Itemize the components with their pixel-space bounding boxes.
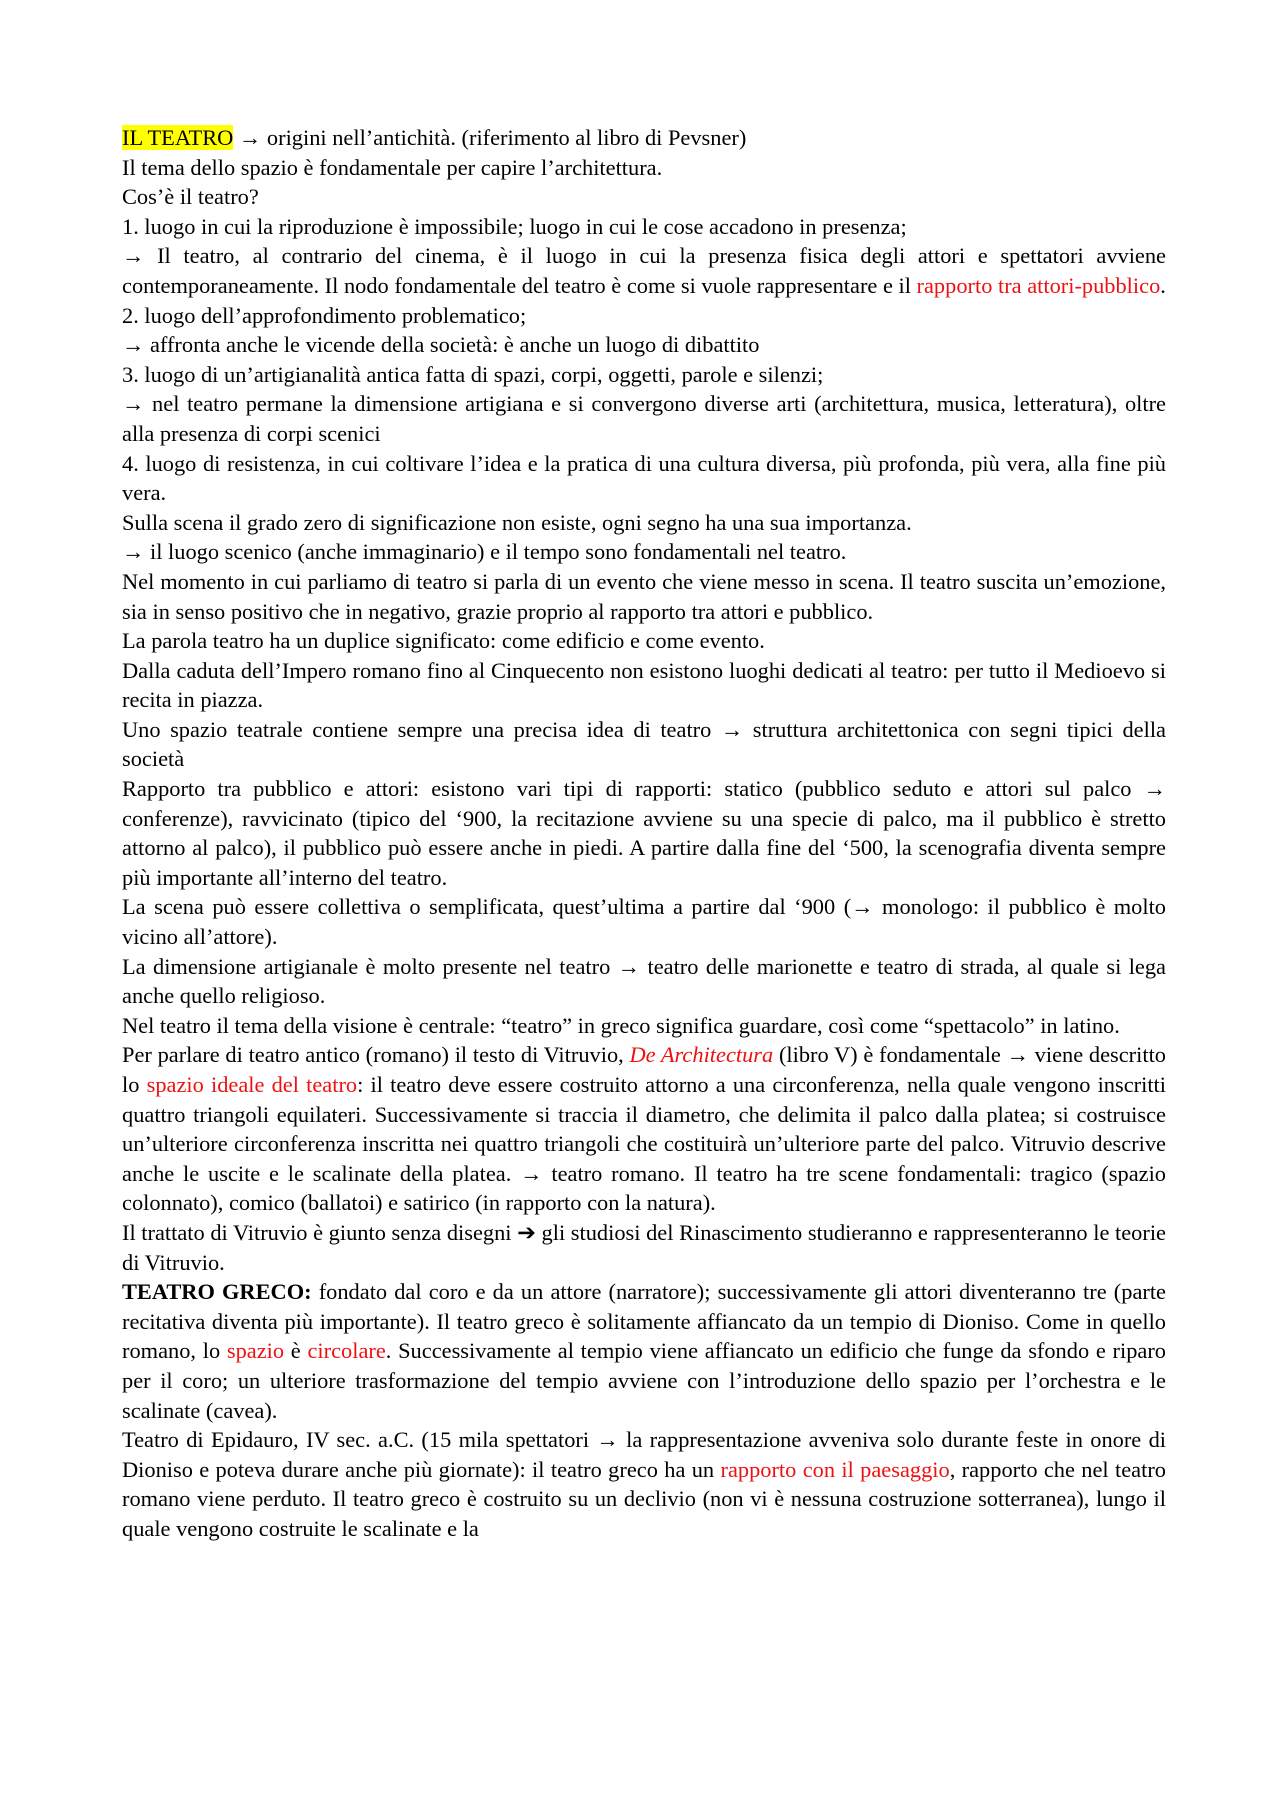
paragraph <box>122 1277 1166 1425</box>
paragraph <box>122 1218 1166 1277</box>
paragraph <box>122 1425 1166 1543</box>
red-text: rapporto tra attori-pubblico <box>916 272 1161 298</box>
red-text: spazio ideale del teatro <box>146 1072 358 1097</box>
highlighted-title: IL TEATRO <box>122 125 234 150</box>
paragraph: La dimensione artigianale è molto presente nel teatro → teatro delle marionette e teatro di strada, al quale si lega anche quello religioso. <box>122 953 1166 1009</box>
paragraph: Il tema dello spazio è fondamentale per capire l’architettura. <box>122 154 663 180</box>
list-item: 3. luogo di un’artigianalità antica fatta di spazi, corpi, oggetti, parole e silenzi; <box>122 361 824 387</box>
list-item: 1. luogo in cui la riproduzione è impossibile; luogo in cui le cose accadono in presenza; <box>122 213 907 239</box>
paragraph: Nel teatro il tema della visione è centrale: “teatro” in greco significa guardare, così come “spettacolo” in latino. <box>122 1012 1120 1038</box>
paragraph: La scena può essere collettiva o semplificata, quest’ultima a partire dal ‘900 (→ monologo: il pubblico è molto vicino all’attore). <box>122 894 1166 950</box>
text-run: (libro V) è fondamentale → viene descritto lo <box>122 1042 1166 1097</box>
paragraph: Nel momento in cui parliamo di teatro si parla di un evento che viene messo in scena. Il teatro suscita un’emozione, sia in senso positivo che in negativo, grazie proprio al rapporto tra attori e pubblico. <box>122 568 1166 624</box>
paragraph: Rapporto tra pubblico e attori: esistono vari tipi di rapporti: statico (pubblico seduto e attori sul palco → conferenze), ravvicinato (tipico del ‘900, la recitazione avviene su una specie di palco, ma il pubblico è stretto attorno al palco), il pubblico può essere anche in piedi. A partire dalla fine del ‘500, la scenografia diventa sempre più importante all’interno del teatro. <box>122 776 1166 890</box>
title-line <box>122 123 1166 153</box>
text-run: fondato dal coro e da un attore (narratore); successivamente gli attori diventeranno tre (parte recitativa diventa più importante). Il teatro greco è solitamente affiancato da un tempio di Dioniso. Come in quello romano, lo <box>122 1279 1166 1364</box>
paragraph: → il luogo scenico (anche immaginario) e il tempo sono fondamentali nel teatro. <box>122 539 847 565</box>
text-run: : il teatro deve essere costruito attorno a una circonferenza, nella quale vengono inscritti quattro triangoli equilateri. Successivamente si traccia il diametro, che delimita il palco dalla platea; si costruisce un’ulteriore circonferenza inscritta nei quattro triangoli che costituirà un’ulteriore parte del palco. Vitruvio descrive anche le uscite e le scalinate della platea. → teatro romano. Il teatro ha tre scene fondamentali: tragico (spazio colonnato), comico (ballatoi) e satirico (in rapporto con la natura). <box>122 1072 1166 1216</box>
paragraph: Cos’è il teatro? <box>122 184 259 210</box>
red-text: rapporto con il paesaggio <box>720 1456 950 1482</box>
list-item: 2. luogo dell’approfondimento problematico; <box>122 302 527 328</box>
paragraph: Sulla scena il grado zero di significazione non esiste, ogni segno ha una sua importanza. <box>122 509 912 535</box>
red-italic-text: De Architectura <box>629 1042 774 1068</box>
paragraph: → affronta anche le vicende della società: è anche un luogo di dibattito <box>122 332 760 358</box>
text-run: , rapporto che nel teatro romano viene perduto. Il teatro greco è costruito su un declivio (non vi è nessuna costruzione sotterranea), lungo il quale vengono costruite le scalinate e la <box>122 1456 1166 1541</box>
text-run: Il trattato di Vitruvio è giunto senza disegni <box>122 1219 518 1245</box>
paragraph <box>122 1040 1166 1218</box>
list-item: 4. luogo di resistenza, in cui coltivare l’idea e la pratica di una cultura diversa, più profonda, più vera, alla fine più vera. <box>122 450 1166 506</box>
document-page <box>122 123 1166 1544</box>
red-text: circolare <box>307 1338 386 1364</box>
title-rest: → origini nell’antichità. (riferimento al libro di Pevsner) <box>233 125 747 150</box>
text-run: Teatro di Epidauro, IV sec. a.C. (15 mila spettatori → la rappresentazione avveniva solo durante feste in onore di Dioniso e poteva durare anche più giornate): il teatro greco ha un <box>122 1427 1166 1482</box>
text-run: . <box>1160 272 1166 298</box>
text-run: Per parlare di teatro antico (romano) il testo di Vitruvio, <box>122 1042 630 1068</box>
paragraph: La parola teatro ha un duplice significato: come edificio e come evento. <box>122 628 765 654</box>
paragraph: Uno spazio teatrale contiene sempre una precisa idea di teatro → struttura architettonica con segni tipici della società <box>122 716 1166 772</box>
text-run: è <box>284 1338 308 1364</box>
bold-heading: TEATRO GRECO: <box>122 1279 312 1305</box>
paragraph: → nel teatro permane la dimensione artigiana e si convergono diverse arti (architettura, musica, letteratura), oltre alla presenza di corpi scenici <box>122 391 1166 446</box>
paragraph: Dalla caduta dell’Impero romano fino al Cinquecento non esistono luoghi dedicati al teatro: per tutto il Medioevo si recita in piazza. <box>122 657 1166 713</box>
paragraph <box>122 241 1166 300</box>
arrow-icon: ➔ <box>517 1219 536 1245</box>
text-run: → Il teatro, al contrario del cinema, è il luogo in cui la presenza fisica degli attori e spettatori avviene contemporaneamente. Il nodo fondamentale del teatro è come si vuole rappresentare e il <box>122 243 1166 298</box>
red-text: spazio <box>226 1338 285 1364</box>
text-run: gli studiosi del Rinascimento studieranno e rappresenteranno le teorie di Vitruvio. <box>122 1219 1166 1275</box>
text-run: . Successivamente al tempio viene affiancato un edificio che funge da sfondo e riparo per il coro; un ulteriore trasformazione del tempio avviene con l’introduzione dello spazio per l’orchestra e le scalinate (cavea). <box>122 1338 1166 1423</box>
